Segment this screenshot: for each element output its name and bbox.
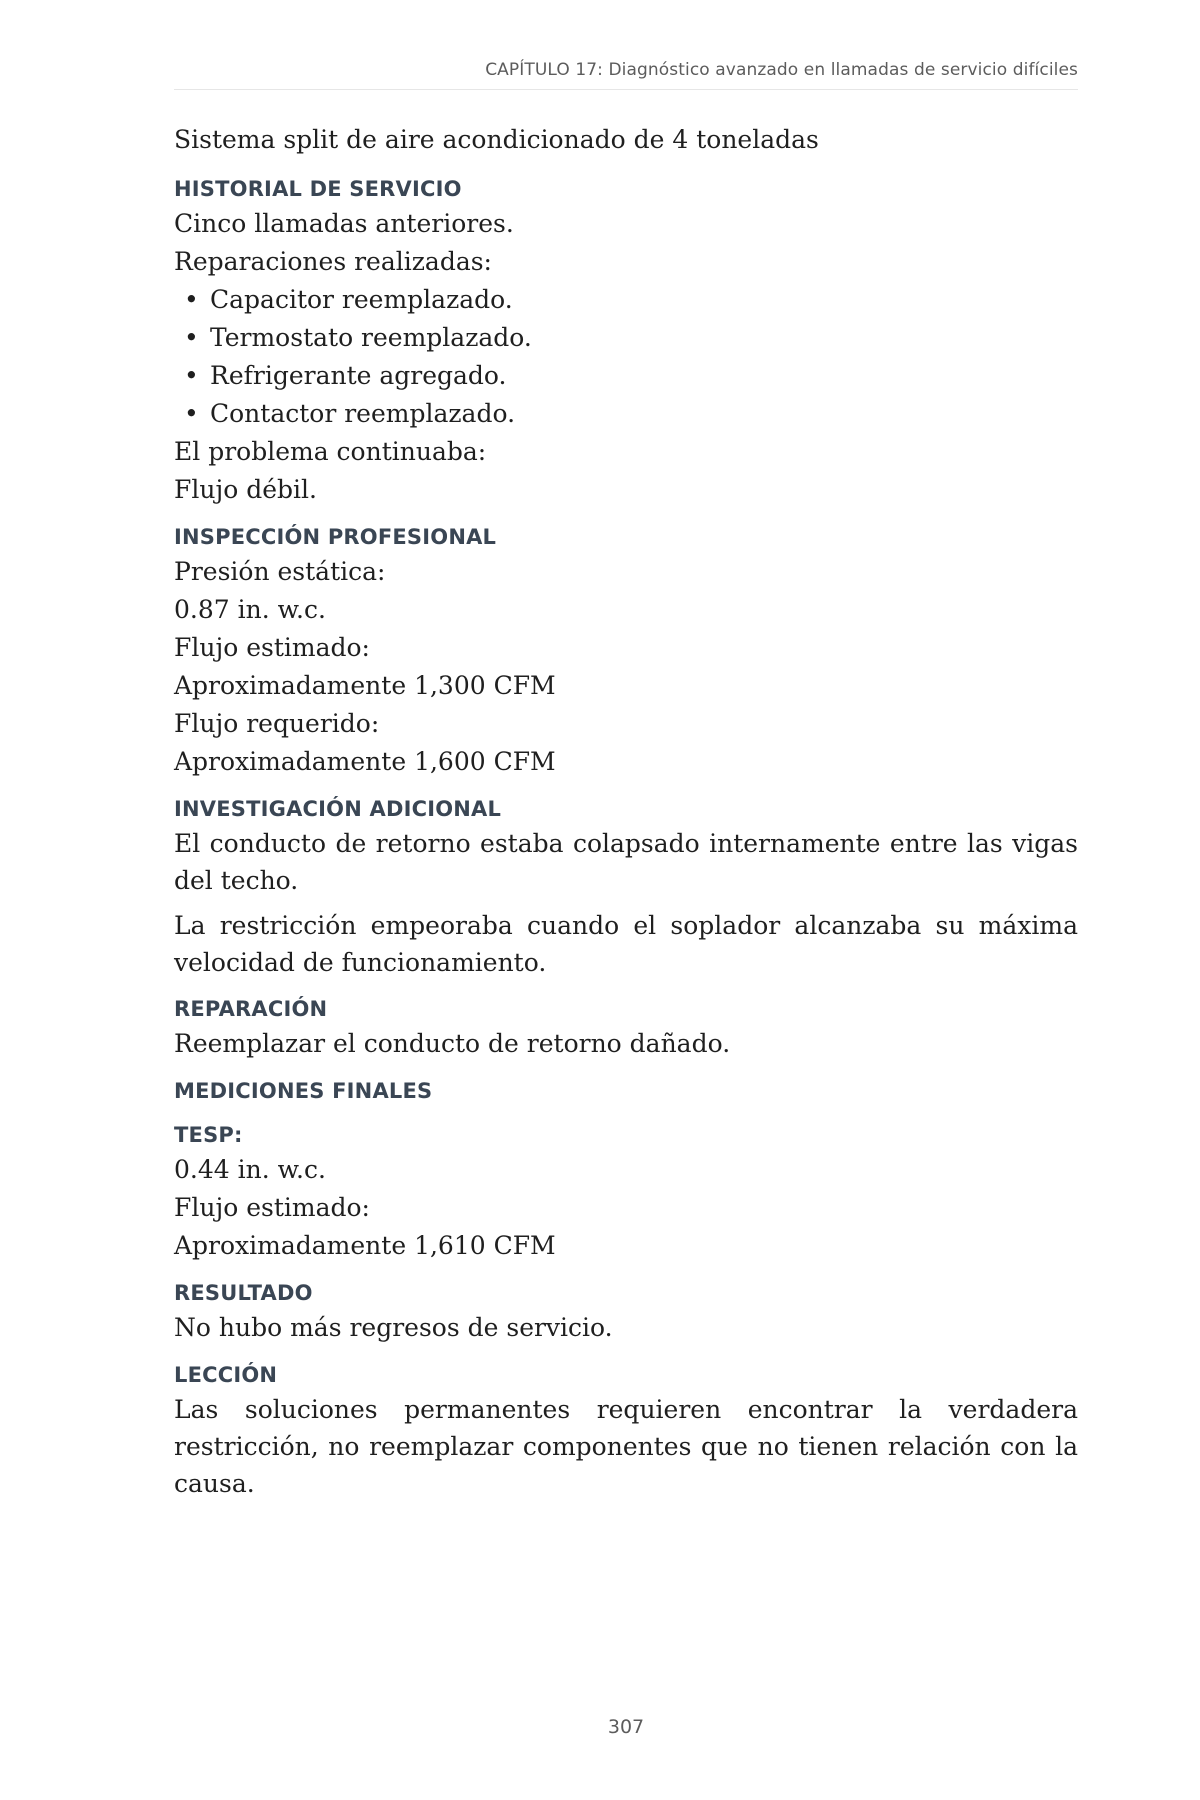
section-historial (174, 173, 1078, 509)
section-heading-historial: HISTORIAL DE SERVICIO (174, 177, 462, 201)
leccion-paragraph: Las soluciones permanentes requieren encontrar la verdadera restricción, no reemplazar componentes que no tienen relación con la causa. (174, 1395, 1078, 1498)
header-divider (174, 89, 1078, 90)
section-heading-resultado: RESULTADO (174, 1281, 313, 1305)
page-number: 307 (607, 1716, 645, 1738)
section-heading-leccion: LECCIÓN (174, 1363, 278, 1387)
resultado-line: No hubo más regresos de servicio. (174, 1313, 613, 1342)
historial-line: El problema continuaba: (174, 437, 487, 466)
running-header: CAPÍTULO 17: Diagnóstico avanzado en llamadas de servicio difíciles (485, 60, 1078, 80)
tesp-line: Flujo estimado: (174, 1193, 370, 1222)
inspeccion-line: Flujo requerido: (174, 709, 380, 738)
investigacion-paragraph: El conducto de retorno estaba colapsado internamente entre las vigas del techo. (174, 829, 1078, 895)
investigacion-paragraph: La restricción empeoraba cuando el soplador alcanzaba su máxima velocidad de funcionamiento. (174, 911, 1078, 977)
case-subtitle: Sistema split de aire acondicionado de 4 toneladas (174, 125, 819, 154)
tesp-line: 0.44 in. w.c. (174, 1155, 326, 1184)
inspeccion-line: Presión estática: (174, 557, 386, 586)
historial-line: Cinco llamadas anteriores. (174, 209, 514, 238)
section-heading-inspeccion: INSPECCIÓN PROFESIONAL (174, 525, 497, 549)
section-investigacion (174, 793, 1078, 981)
historial-line: Flujo débil. (174, 475, 317, 504)
section-heading-tesp: TESP: (174, 1123, 243, 1147)
section-heading-reparacion: REPARACIÓN (174, 997, 328, 1021)
list-item: • Contactor reemplazado. (174, 395, 1078, 433)
reparacion-line: Reemplazar el conducto de retorno dañado. (174, 1029, 731, 1058)
section-tesp (174, 1119, 1078, 1265)
page-content (174, 121, 1078, 1514)
list-item: • Termostato reemplazado. (174, 319, 1078, 357)
repairs-list (174, 281, 1078, 433)
inspeccion-line: Flujo estimado: (174, 633, 370, 662)
inspeccion-line: Aproximadamente 1,300 CFM (174, 671, 556, 700)
list-item: • Capacitor reemplazado. (174, 281, 1078, 319)
inspeccion-line: Aproximadamente 1,600 CFM (174, 747, 556, 776)
historial-line: Reparaciones realizadas: (174, 247, 492, 276)
section-heading-investigacion: INVESTIGACIÓN ADICIONAL (174, 797, 502, 821)
section-reparacion (174, 993, 1078, 1063)
inspeccion-line: 0.87 in. w.c. (174, 595, 326, 624)
section-resultado (174, 1277, 1078, 1347)
tesp-line: Aproximadamente 1,610 CFM (174, 1231, 556, 1260)
section-inspeccion (174, 521, 1078, 781)
section-heading-mediciones: MEDICIONES FINALES (174, 1079, 433, 1103)
section-leccion (174, 1359, 1078, 1502)
section-mediciones (174, 1075, 1078, 1107)
list-item: • Refrigerante agregado. (174, 357, 1078, 395)
book-page (174, 0, 1078, 1800)
